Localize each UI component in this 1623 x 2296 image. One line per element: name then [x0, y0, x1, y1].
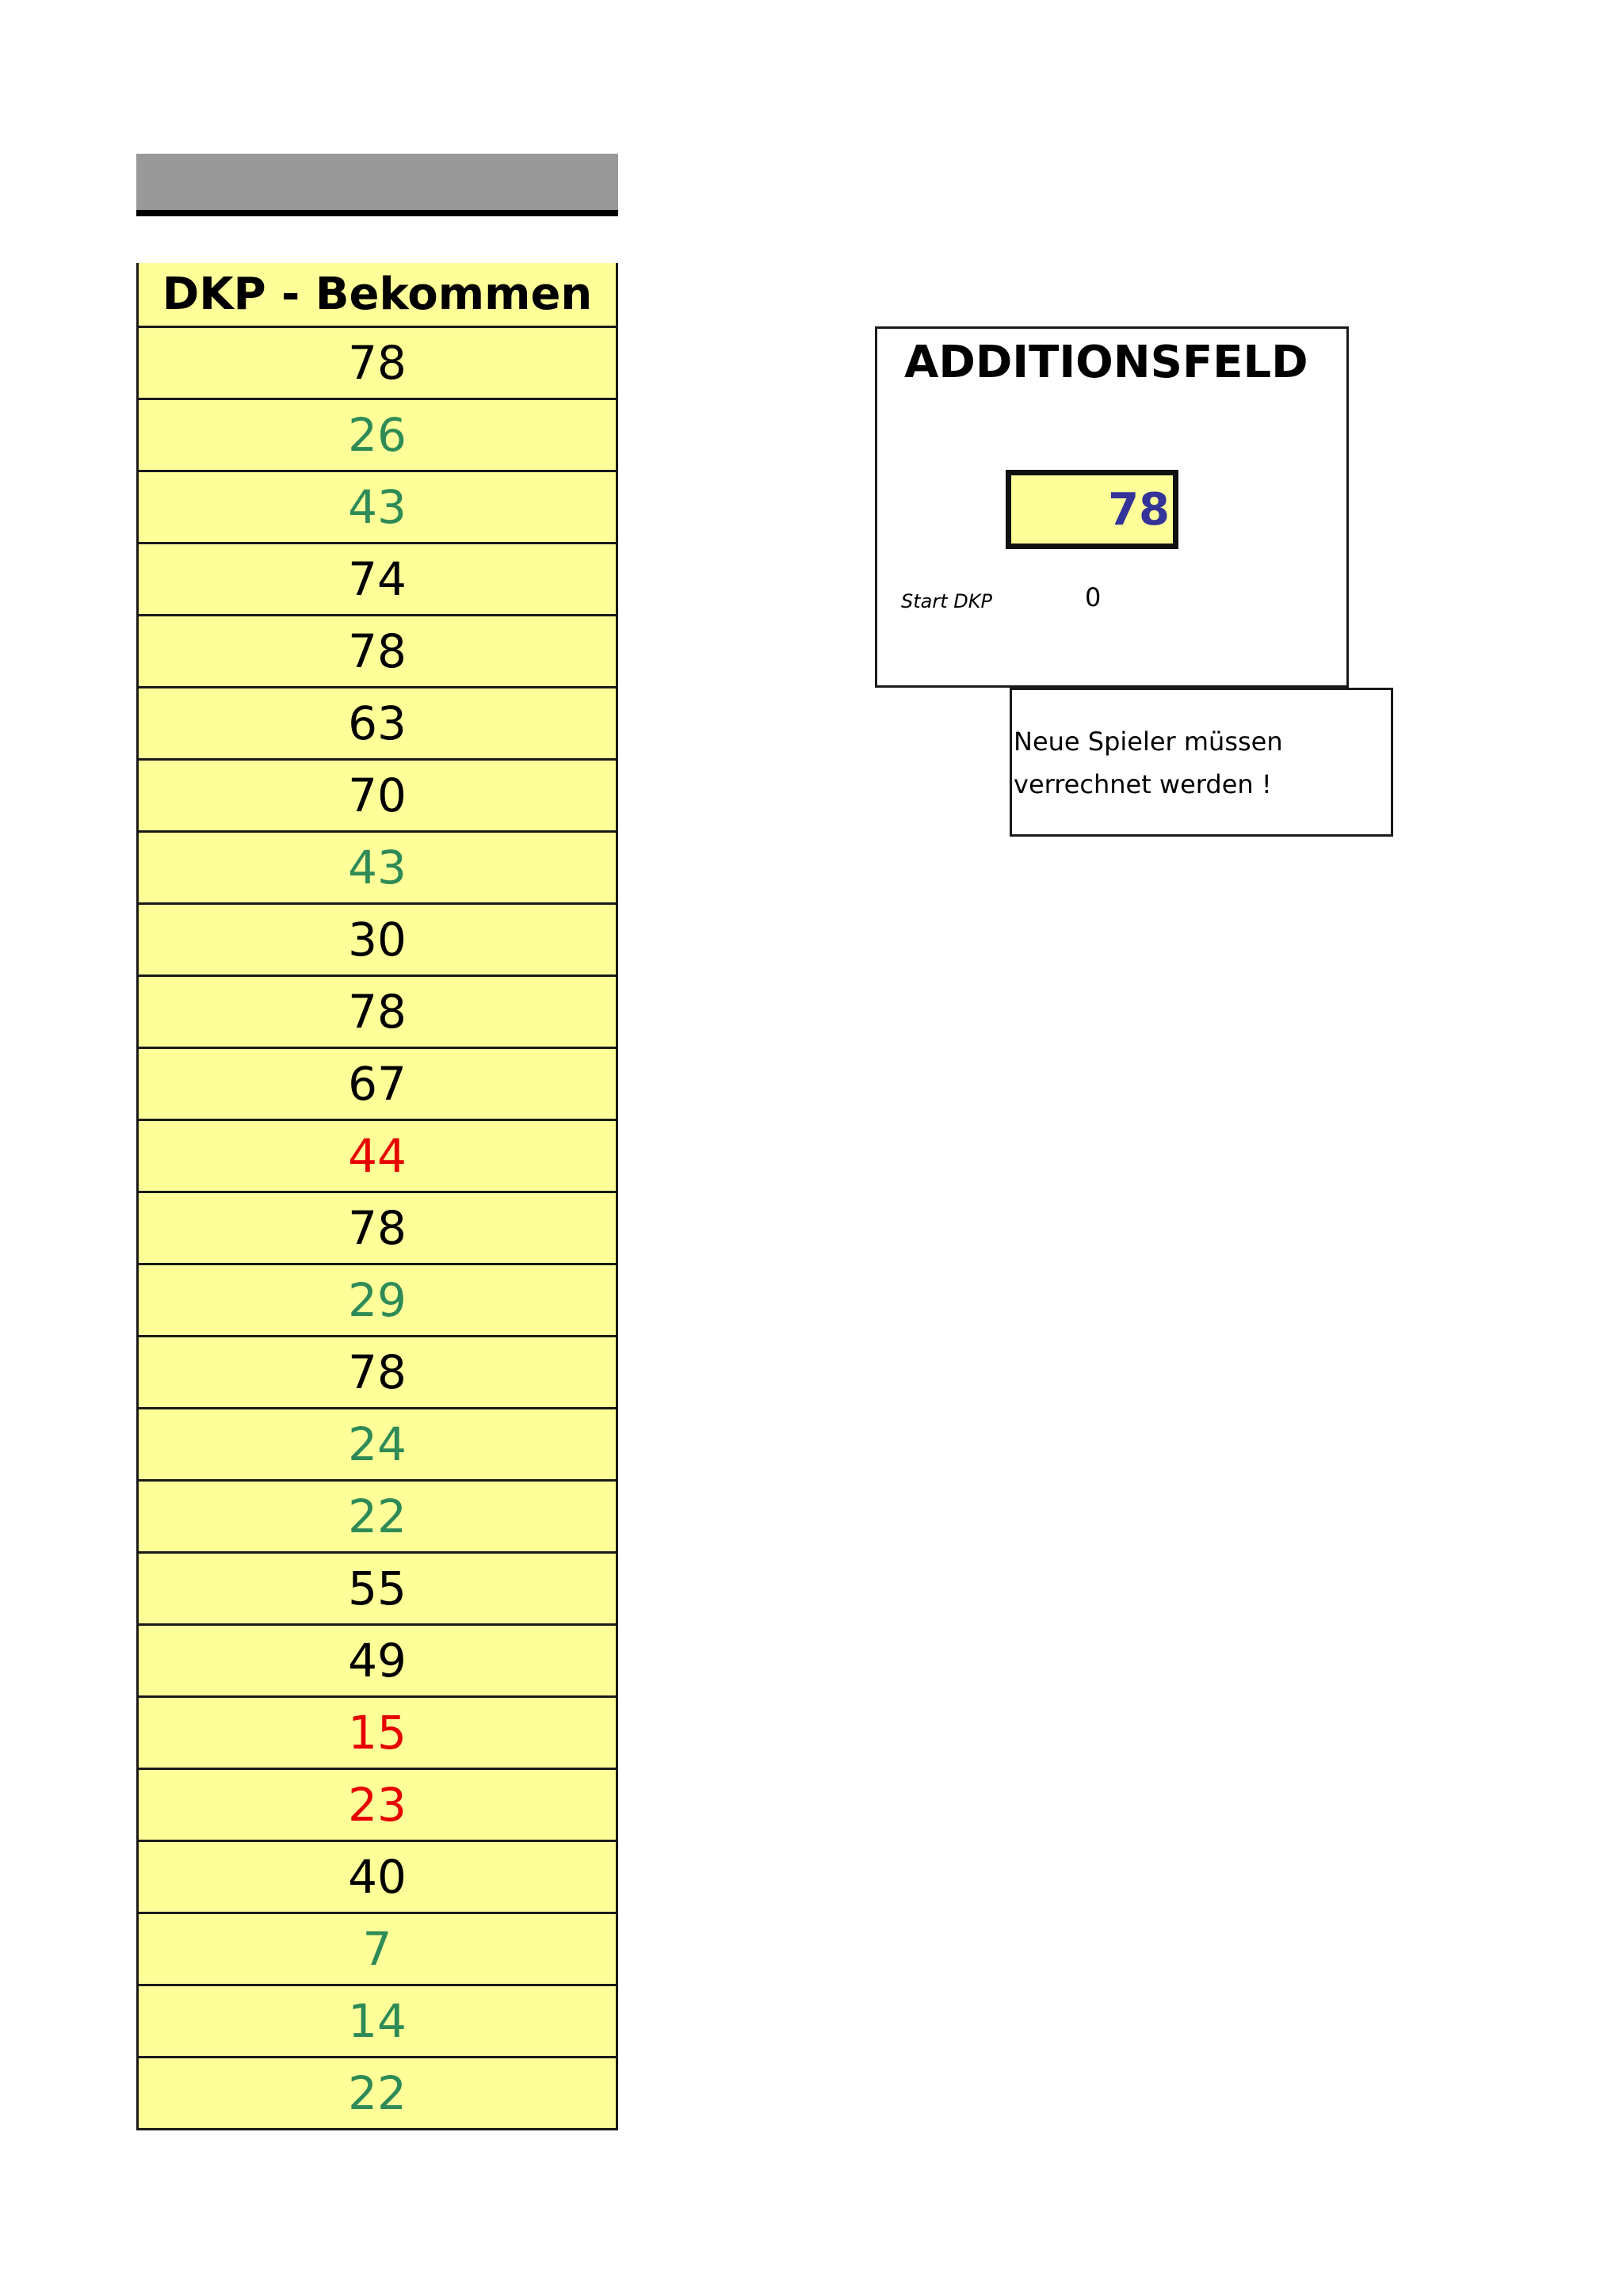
dkp-row-16[interactable]: 24 [139, 1409, 616, 1482]
dkp-row-20[interactable]: 15 [139, 1698, 616, 1770]
dkp-row-22[interactable]: 40 [139, 1842, 616, 1914]
dkp-row-17[interactable]: 22 [139, 1482, 616, 1554]
dkp-row-3[interactable]: 43 [139, 472, 616, 544]
dkp-row-5[interactable]: 78 [139, 616, 616, 688]
dkp-row-11[interactable]: 67 [139, 1049, 616, 1121]
dkp-column-header[interactable]: DKP - Bekommen [139, 263, 616, 328]
header-black-rule [136, 210, 618, 216]
note-line-1: Neue Spieler müssen [1014, 727, 1283, 757]
dkp-row-15[interactable]: 78 [139, 1337, 616, 1409]
note-line-2: verrechnet werden ! [1014, 769, 1272, 799]
dkp-row-6[interactable]: 63 [139, 688, 616, 761]
dkp-row-21[interactable]: 23 [139, 1770, 616, 1842]
dkp-row-13[interactable]: 78 [139, 1193, 616, 1265]
start-dkp-label: Start DKP [901, 590, 992, 612]
dkp-row-9[interactable]: 30 [139, 905, 616, 977]
addition-box [875, 326, 1349, 688]
dkp-row-24[interactable]: 14 [139, 1986, 616, 2058]
dkp-row-25[interactable]: 22 [139, 2058, 616, 2130]
start-dkp-value[interactable]: 0 [1085, 582, 1102, 612]
dkp-row-14[interactable]: 29 [139, 1265, 616, 1337]
dkp-row-23[interactable]: 7 [139, 1914, 616, 1986]
dkp-row-18[interactable]: 55 [139, 1554, 616, 1626]
header-gray-bar [136, 154, 618, 212]
dkp-column [136, 263, 618, 2130]
new-players-note [1010, 688, 1393, 837]
dkp-row-19[interactable]: 49 [139, 1626, 616, 1698]
addition-value-cell[interactable]: 78 [1006, 470, 1178, 549]
dkp-row-12[interactable]: 44 [139, 1121, 616, 1193]
dkp-row-1[interactable]: 78 [139, 328, 616, 400]
dkp-row-8[interactable]: 43 [139, 833, 616, 905]
dkp-row-2[interactable]: 26 [139, 400, 616, 472]
dkp-row-4[interactable]: 74 [139, 544, 616, 616]
dkp-row-10[interactable]: 78 [139, 977, 616, 1049]
dkp-row-7[interactable]: 70 [139, 761, 616, 833]
addition-box-title: ADDITIONSFELD [904, 337, 1308, 388]
